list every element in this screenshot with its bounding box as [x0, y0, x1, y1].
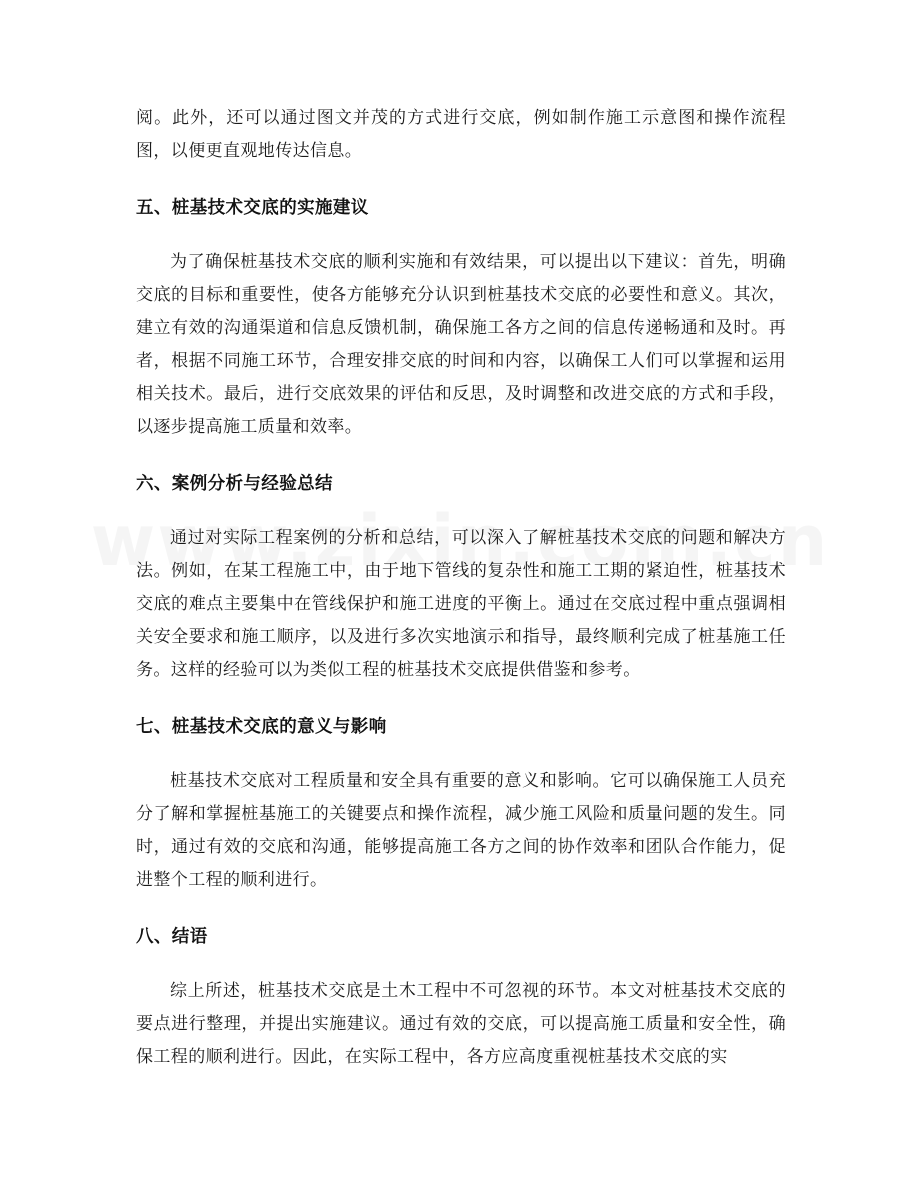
document-body — [136, 102, 786, 1074]
section-heading: 五、桩基技术交底的实施建议 — [136, 198, 369, 218]
section-8 — [136, 925, 786, 1074]
section-7 — [136, 715, 786, 897]
section-6 — [136, 472, 786, 687]
intro-paragraph: 阅。此外，还可以通过图文并茂的方式进行交底，例如制作施工示意图和操作流程图，以便更直观地传达信息。 — [136, 108, 786, 161]
section-heading: 八、结语 — [136, 927, 208, 947]
section-paragraph: 综上所述，桩基技术交底是土木工程中不可忽视的环节。本文对桩基技术交底的要点进行整理，并提出实施建议。通过有效的交底，可以提高施工质量和安全性，确保工程的顺利进行。因此，在实际工程中，各方应高度重视桩基技术交底的实 — [136, 981, 786, 1067]
section-heading: 七、桩基技术交底的意义与影响 — [136, 717, 387, 737]
section-paragraph: 桩基技术交底对工程质量和安全具有重要的意义和影响。它可以确保施工人员充分了解和掌握桩基施工的关键要点和操作流程，减少施工风险和质量问题的发生。同时，通过有效的交底和沟通，能够提高施工各方之间的协作效率和团队合作能力，促进整个工程的顺利进行。 — [136, 771, 786, 890]
section-heading: 六、案例分析与经验总结 — [136, 474, 333, 494]
section-paragraph: 为了确保桩基技术交底的顺利实施和有效结果，可以提出以下建议：首先，明确交底的目标和重要性，使各方能够充分认识到桩基技术交底的必要性和意义。其次，建立有效的沟通渠道和信息反馈机制，确保施工各方之间的信息传递畅通和及时。再者，根据不同施工环节，合理安排交底的时间和内容，以确保工人们可以掌握和运用相关技术。最后，进行交底效果的评估和反思，及时调整和改进交底的方式和手段，以逐步提高施工质量和效率。 — [136, 252, 786, 437]
section-5 — [136, 196, 786, 444]
section-paragraph: 通过对实际工程案例的分析和总结，可以深入了解桩基技术交底的问题和解决方法。例如，在某工程施工中，由于地下管线的复杂性和施工工期的紧迫性，桩基技术交底的难点主要集中在管线保护和施工进度的平衡上。通过在交底过程中重点强调相关安全要求和施工顺序，以及进行多次实地演示和指导，最终顺利完成了桩基施工任务。这样的经验可以为类似工程的桩基技术交底提供借鉴和参考。 — [136, 528, 786, 680]
